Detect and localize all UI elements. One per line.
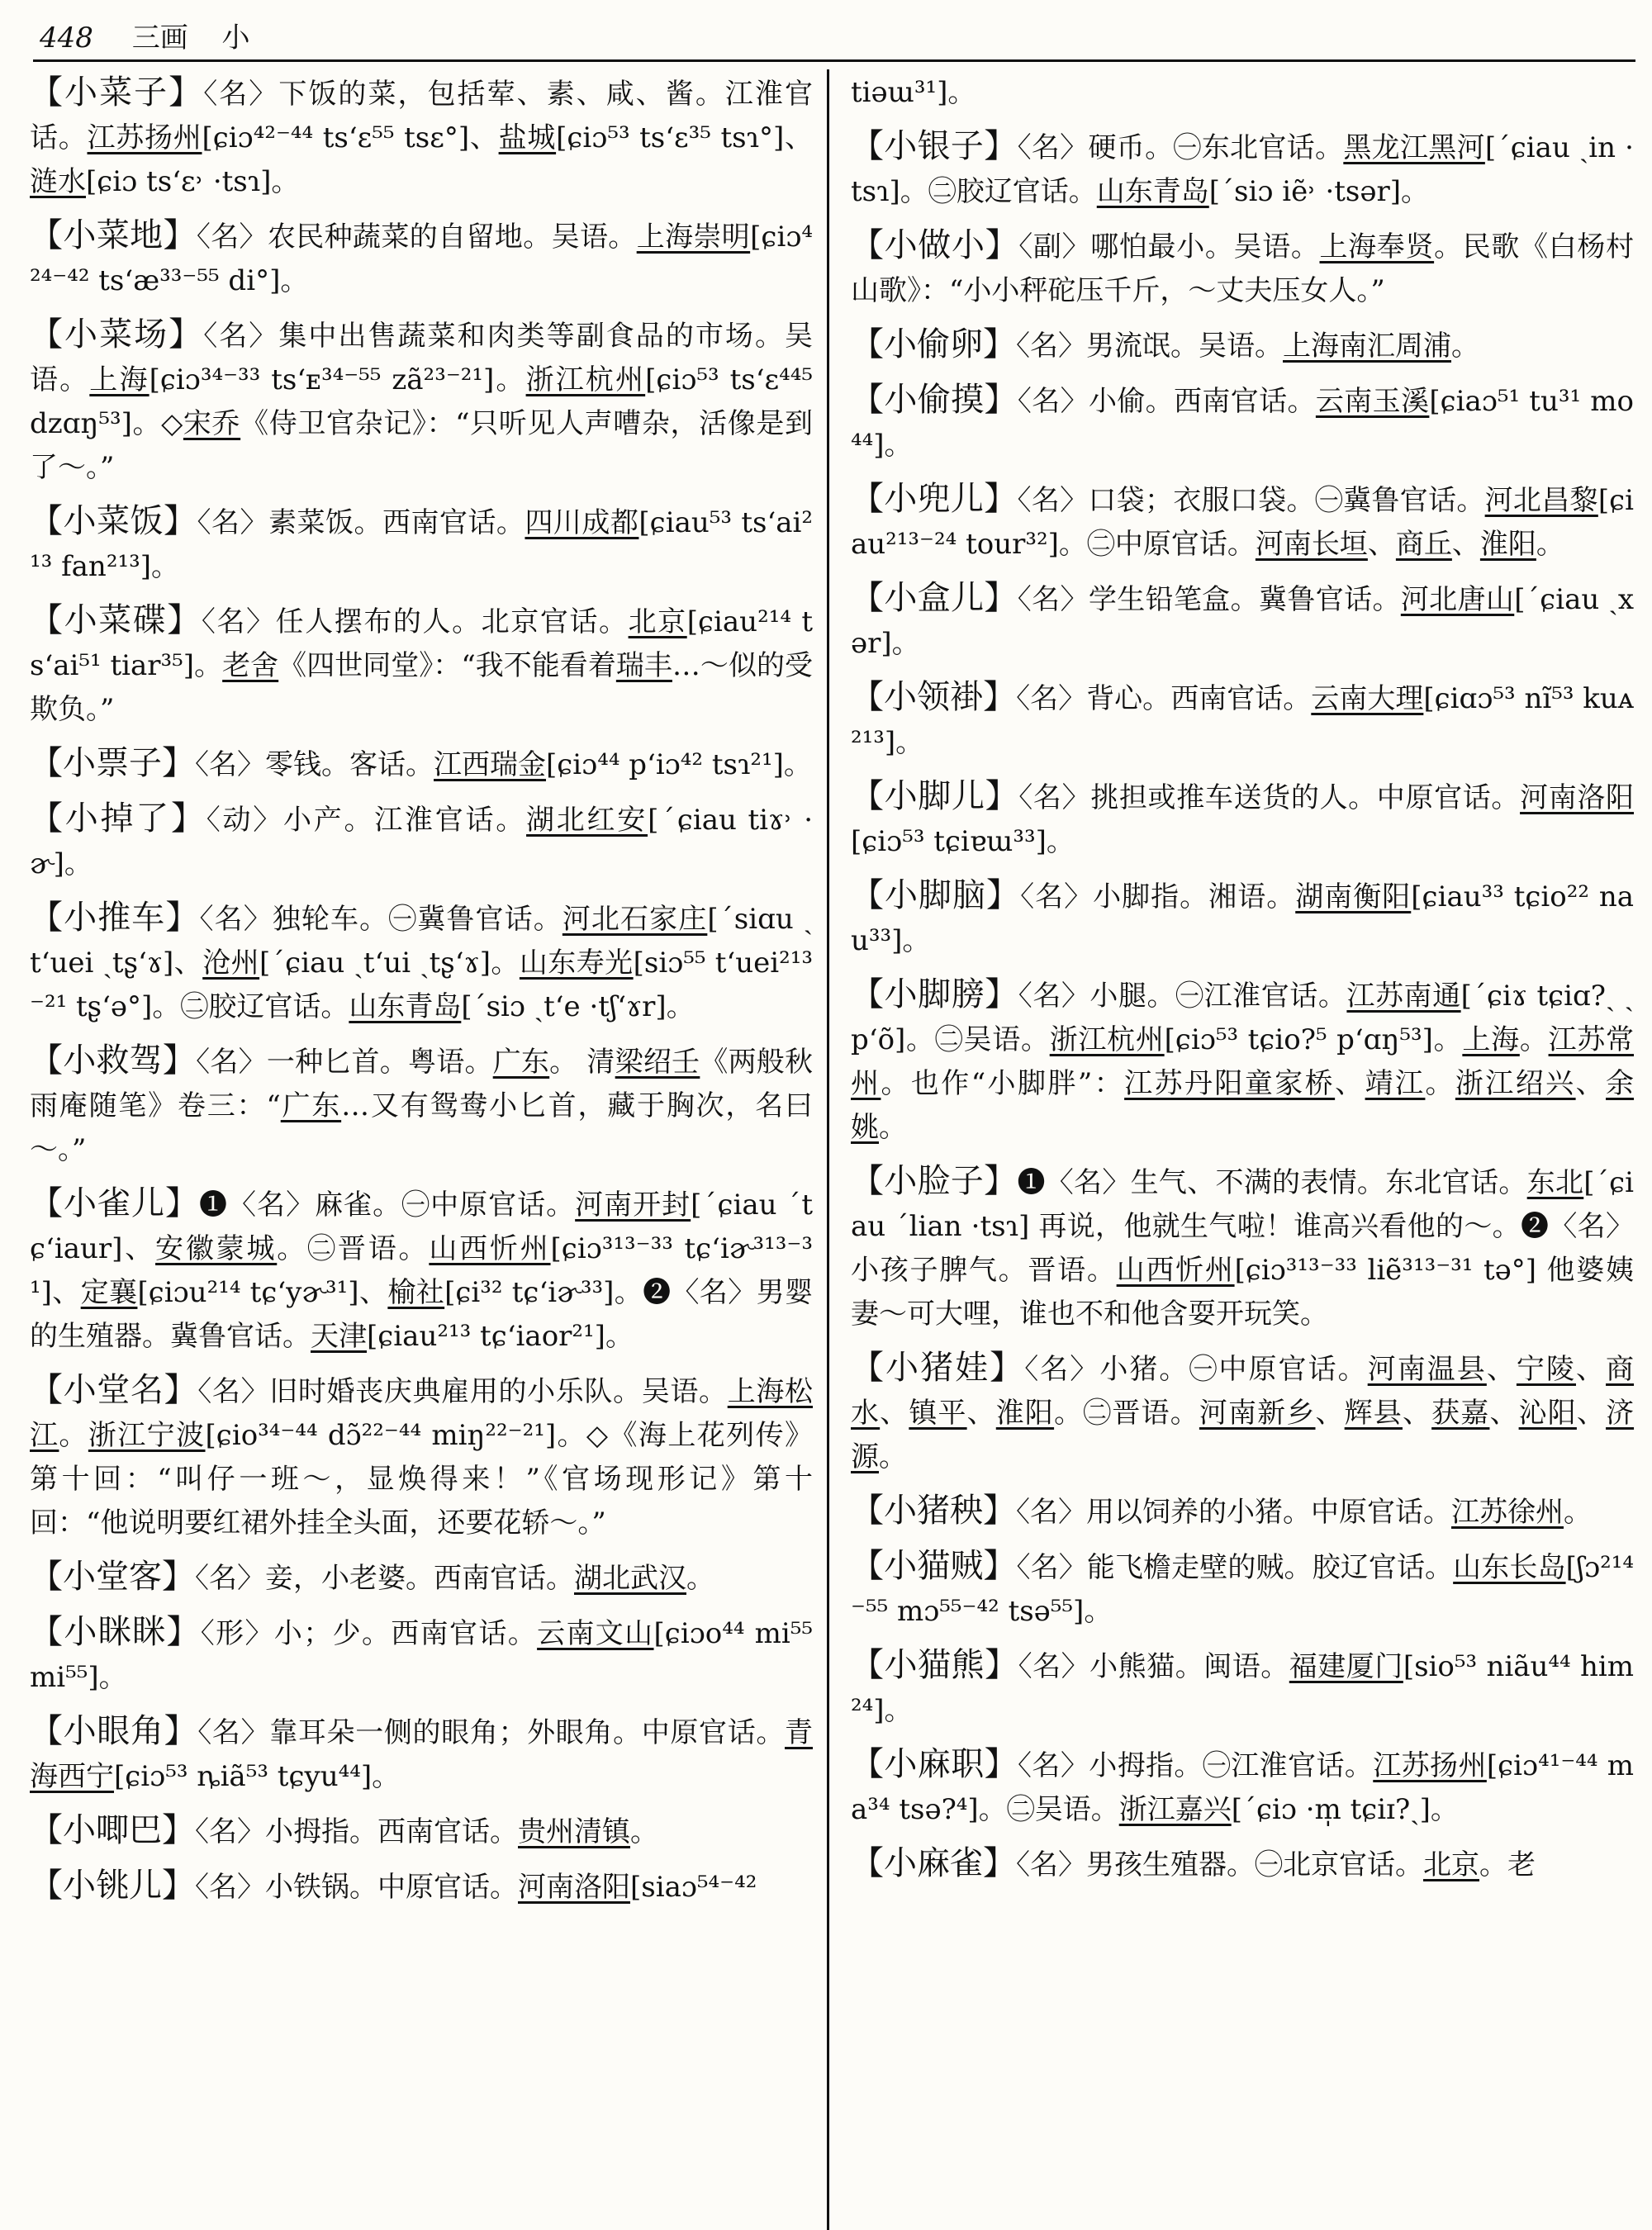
definition-text: 。老 (1479, 1848, 1536, 1881)
definition-text: tiəɯ³¹]。 (851, 76, 976, 109)
entry-headword: 【小领褂】 (851, 678, 1017, 716)
place-name: 沧州 (202, 947, 260, 980)
definition-text: [ɕiɔ⁵³ ts‘ɛ⁴⁴⁵ dzɑŋ⁵³]。◇ (30, 363, 814, 440)
definition-text: 〈动〉小产。江淮官话。 (206, 804, 527, 837)
place-name: 镇平 (909, 1397, 967, 1430)
definition-text: [siaɔ⁵⁴⁻⁴² (630, 1871, 757, 1904)
place-name: 江苏南通 (1346, 980, 1461, 1013)
entry-headword: 【小眼角】 (30, 1712, 198, 1750)
place-name: 上海奉贤 (1319, 230, 1435, 263)
place-name: 安徽蒙城 (155, 1232, 278, 1265)
definition-text: [ɕiau³³ tɕio²² nau³³]。 (851, 880, 1635, 957)
definition-text: 。民歌《白杨村山歌》：“小小秤砣压千斤，～丈夫压女人。” (851, 230, 1635, 307)
definition-text: 〈名〉学生铅笔盒。冀鲁官话。 (1017, 583, 1401, 616)
definition-text: [ɕiɔ⁴⁴ p‘iɔ⁴² tsɿ²¹]。 (546, 748, 812, 781)
entry-headword: 【小菜饭】 (30, 502, 197, 540)
place-name: 定襄 (80, 1276, 138, 1309)
place-name: 上海松江 (30, 1375, 814, 1452)
definition-text: [ɕiɔ⁴²⁴⁻⁴² ts‘æ³³⁻⁵⁵ di°]。 (30, 221, 814, 297)
definition-text: 〈名〉农民种蔬菜的自留地。吴语。 (196, 221, 637, 254)
definition-text: [sio⁵³ niãu⁴⁴ him²⁴]。 (851, 1650, 1635, 1727)
place-name: 云南文山 (537, 1617, 654, 1650)
place-name: 山东青岛 (1096, 175, 1209, 208)
place-name: 淮阳 (995, 1397, 1055, 1430)
place-name: 江苏扬州 (87, 121, 202, 154)
definition-text: 〈名〉用以饲养的小猪。中原官话。 (1016, 1496, 1451, 1529)
place-name: 梁绍壬 (615, 1046, 700, 1079)
dictionary-entry (30, 1809, 813, 1854)
place-name: 北京 (628, 605, 687, 638)
entry-headword: 【小菜地】 (30, 216, 197, 254)
place-name: 辉县 (1344, 1397, 1403, 1430)
entry-headword: 【小脚儿】 (851, 777, 1019, 815)
definition-text: 。 清 (549, 1046, 615, 1079)
dictionary-entry (30, 742, 813, 787)
definition-text: 。 (1536, 528, 1564, 561)
entry-headword: 【小脸子】 (851, 1162, 1018, 1200)
radical-label: 小 (221, 21, 250, 55)
place-name: 宁陵 (1516, 1353, 1576, 1386)
place-name: 淮阳 (1479, 528, 1536, 561)
place-name: 北京 (1423, 1848, 1479, 1881)
place-name: 河南开封 (575, 1189, 691, 1222)
place-name: 福建厦门 (1289, 1650, 1403, 1683)
entry-headword: 【小麻雀】 (851, 1844, 1016, 1882)
definition-text: 〈名〉小脚指。湘语。 (1020, 880, 1296, 913)
entry-headword: 【小做小】 (851, 226, 1019, 264)
place-name: 浙江绍兴 (1455, 1067, 1576, 1100)
place-name: 江苏常州 (851, 1023, 1635, 1100)
place-name: 河南长垣 (1255, 528, 1368, 561)
definition-text: [ɕiɔ³¹³⁻³³ tɕ‘iɚ³¹³⁻³¹]、 (30, 1232, 814, 1309)
place-name: 宋乔 (183, 407, 241, 440)
entry-headword: 【小堂名】 (30, 1371, 198, 1409)
entry-headword: 【小银子】 (851, 127, 1018, 165)
dictionary-entry (30, 1611, 813, 1700)
place-name: 湖北红安 (526, 804, 648, 837)
entry-headword: 【小菜碟】 (30, 601, 202, 639)
definition-text: [ˊɕiau ˊlian ·tsɿ] 再说，他就生气啦！谁高兴看他的～。❷〈名〉小孩子脾气。晋语。 (851, 1166, 1635, 1287)
place-name: 贵州清镇 (518, 1815, 630, 1848)
place-name: 济源 (851, 1397, 1635, 1473)
definition-text: [ˊɕiau tiɤ˒ ·ɚ]。 (30, 804, 813, 880)
dictionary-entry (851, 1544, 1634, 1634)
definition-text: 〈名〉能飞檐走壁的贼。胶辽官话。 (1016, 1551, 1454, 1584)
definition-text: 。 (1564, 1496, 1592, 1529)
place-name: 四川成都 (525, 506, 639, 539)
place-name: 商水 (851, 1353, 1635, 1430)
definition-text: 〈名〉小偷。西南官话。 (1017, 385, 1316, 418)
dictionary-entry (30, 1039, 813, 1172)
section-label: 三画 (131, 21, 188, 55)
definition-text: 。也作“小脚胖”： (881, 1067, 1125, 1100)
definition-text: 。 (1425, 1067, 1455, 1100)
definition-text: 。 (879, 1111, 907, 1144)
definition-text: 、 (1576, 1397, 1607, 1430)
dictionary-entry (851, 323, 1634, 368)
place-name: 浙江杭州 (1049, 1023, 1165, 1056)
entry-headword: 【小救驾】 (30, 1041, 197, 1079)
definition-text: [ɕiaɔ⁵¹ tu³¹ mo⁴⁴]。 (851, 385, 1635, 462)
definition-text: 、 (1575, 1067, 1607, 1100)
definition-text: [ɕiau⁵³ ts‘ai²¹³ fan²¹³]。 (30, 506, 814, 583)
definition-text: 〈名〉硬币。㊀东北官话。 (1017, 131, 1344, 164)
definition-text: 《两般秋雨庵随笔》卷三：“ (30, 1046, 814, 1122)
place-name: 浙江杭州 (525, 363, 646, 396)
definition-text: [ɕiɔ⁴¹⁻⁴⁴ ma³⁴ tsə?⁴]。㊁吴语。 (851, 1749, 1634, 1826)
definition-text: 〈名〉口袋；衣服口袋。㊀冀鲁官话。 (1017, 484, 1485, 517)
place-name: 老舍 (222, 649, 279, 682)
place-name: 山东长岛 (1453, 1551, 1566, 1584)
entry-headword: 【小眯眯】 (30, 1613, 201, 1651)
definition-text: 、 (880, 1397, 909, 1430)
definition-text: [ɕiɔ ts‘ɛ˒ ·tsɿ]。 (86, 165, 300, 198)
entry-headword: 【小猪娃】 (851, 1349, 1025, 1387)
definition-text: [ˊɕiɔ ·m̩ tɕiɪ?ˏ]。 (1231, 1793, 1459, 1826)
definition-text: 〈名〉素菜饭。西南官话。 (197, 506, 525, 539)
entry-headword: 【小盒儿】 (851, 579, 1018, 617)
definition-text: [ɕiɔ³⁴⁻³³ ts‘ᴇ³⁴⁻⁵⁵ zã²³⁻²¹]。 (149, 363, 526, 396)
definition-text: [ˊɕiau ˏxər]。 (851, 583, 1634, 660)
definition-text: [ɕi³² tɕ‘iɚ³³]。❷〈名〉男婴的生殖器。冀鲁官话。 (30, 1276, 814, 1353)
definition-text: [ɕiɔ⁵³ tɕio?⁵ p‘ɑŋ⁵³]。 (1164, 1023, 1463, 1056)
definition-text: 〈名〉一种匕首。粤语。 (196, 1046, 493, 1079)
definition-text: 、 (1402, 1397, 1432, 1430)
definition-text: 〈名〉小熊猫。闽语。 (1018, 1650, 1289, 1683)
definition-text: [ɕiɔ⁵³ ts‘ɛ³⁵ tsɿ°]、 (556, 121, 813, 154)
definition-text: 。 (630, 1815, 658, 1848)
dictionary-entry (851, 1644, 1634, 1733)
definition-text: 〈名〉任人摆布的人。北京官话。 (201, 605, 629, 638)
definition-text: 〈名〉背心。西南官话。 (1016, 682, 1312, 715)
dictionary-entry (30, 500, 813, 589)
entry-headword: 【小兜儿】 (851, 480, 1018, 518)
entry-headword: 【小菜子】 (30, 74, 204, 112)
place-name: 上海 (1462, 1023, 1520, 1056)
place-name: 河南新乡 (1199, 1397, 1316, 1430)
place-name: 获嘉 (1431, 1397, 1490, 1430)
dictionary-entry (851, 1842, 1634, 1887)
place-name: 云南玉溪 (1315, 385, 1430, 418)
dictionary-entry (30, 1710, 813, 1799)
entry-headword: 【小麻职】 (851, 1745, 1018, 1783)
definition-text: 〈名〉下饭的菜，包括荤、素、咸、酱。江淮官话。 (30, 78, 814, 154)
dictionary-entry (30, 1369, 813, 1545)
dictionary-entry (851, 1160, 1634, 1336)
definition-text: [ˊɕiau ˏt‘ui ˏtʂ‘ɤ]。 (259, 947, 520, 980)
definition-text: 。 (59, 1419, 88, 1452)
place-name: 榆社 (387, 1276, 445, 1309)
definition-text: 、 (966, 1397, 996, 1430)
definition-text: 〈名〉妾，小老婆。西南官话。 (195, 1562, 574, 1595)
page-number: 448 (40, 21, 93, 55)
entry-headword: 【小菜场】 (30, 316, 204, 353)
definition-text: 〈名〉旧时婚丧庆典雇用的小乐队。吴语。 (197, 1375, 728, 1408)
header-rule (33, 59, 1635, 62)
definition-text: [ɕiɔ⁵³ tɕiɐɯ³³]。 (851, 825, 1075, 858)
place-name: 河北石家庄 (562, 903, 708, 936)
definition-text: 〈名〉男流氓。吴语。 (1016, 330, 1283, 363)
place-name: 江苏扬州 (1373, 1749, 1487, 1782)
place-name: 河北昌黎 (1484, 484, 1598, 517)
definition-text: 《四世同堂》：“我不能看着 (278, 649, 616, 682)
definition-text: [ˊsiɔ iẽ˒ ·tsər]。 (1208, 175, 1430, 208)
entry-headword: 【小堂客】 (30, 1558, 195, 1596)
definition-text: 〈名〉小腿。㊀江淮官话。 (1018, 980, 1347, 1013)
definition-text: 〈形〉小；少。西南官话。 (200, 1617, 538, 1650)
definition-text: 《侍卫官杂记》：“只听见人声嘈杂，活像是到了～。” (30, 407, 813, 484)
definition-text: 、 (1335, 1067, 1365, 1100)
dictionary-entry (851, 973, 1634, 1150)
place-name: 江苏丹阳童家桥 (1124, 1067, 1336, 1100)
definition-text: [ɕiɔo⁴⁴ mi⁵⁵ mi⁵⁵]。 (30, 1617, 814, 1694)
dictionary-entry (851, 71, 1634, 115)
place-name: 河南洛阳 (518, 1871, 630, 1904)
entry-headword: 【小猪秧】 (851, 1492, 1016, 1530)
entry-headword: 【小唧巴】 (30, 1811, 195, 1849)
entry-headword: 【小票子】 (30, 744, 195, 782)
place-name: 山东寿光 (519, 947, 634, 980)
definition-text: [ˊsiɑu ˏt‘uei ˏtʂ‘ɤ]、 (30, 903, 814, 980)
definition-text: 。㊁晋语。 (1054, 1397, 1199, 1430)
definition-text: [ˊɕiɤ tɕiɑ?ˏ ˏp‘õ]。㊁吴语。 (851, 980, 1635, 1056)
dictionary-entry (851, 1743, 1634, 1832)
dictionary-entry (30, 896, 813, 1029)
definition-text: 〈名〉挑担或推车送货的人。中原官话。 (1018, 781, 1521, 814)
place-name: 青海西宁 (30, 1716, 814, 1793)
place-name: 沁阳 (1518, 1397, 1577, 1430)
definition-text: 。 (1451, 330, 1479, 363)
place-name: 上海南汇周浦 (1283, 330, 1451, 363)
definition-text: [ɕiɔ⁴²⁻⁴⁴ ts‘ɛ⁵⁵ tsɛ°]、 (202, 121, 499, 154)
place-name: 上海 (89, 363, 150, 396)
dictionary-entry (30, 1182, 813, 1359)
entry-headword: 【小脚脑】 (851, 876, 1021, 914)
definition-text: 〈名〉小猪。㊀中原官话。 (1024, 1353, 1368, 1386)
place-name: 靖江 (1365, 1067, 1426, 1100)
place-name: 山西忻州 (1116, 1254, 1235, 1287)
dictionary-entry (851, 1489, 1634, 1535)
dictionary-entry (851, 676, 1634, 765)
definition-text: [ɕio³⁴⁻⁴⁴ dɔ̃²²⁻⁴⁴ miŋ²²⁻²¹]。◇《海上花列传》第十回：“叫仔一班～，显焕得来！”《官场现形记》第十回：“他说明要红裙外挂全头面，还要花轿～。” (30, 1419, 813, 1540)
definition-text: 。 (686, 1562, 714, 1595)
definition-text: 。㊁晋语。 (277, 1232, 430, 1265)
place-name: 江西瑞金 (434, 748, 546, 781)
left-column (30, 71, 813, 1919)
dictionary-entry (30, 1555, 813, 1601)
place-name: 河南洛阳 (1520, 781, 1635, 814)
place-name: 河南温县 (1367, 1353, 1487, 1386)
definition-text: …又有鸳鸯小匕首，藏于胸次，名曰～。” (30, 1089, 814, 1166)
definition-text: [ɕiɔu²¹⁴ tɕ‘yɚ³¹]、 (137, 1276, 388, 1309)
page-header (40, 15, 250, 56)
place-name: 盐城 (498, 121, 557, 154)
dictionary-entry (851, 874, 1634, 963)
dictionary-entry (30, 313, 813, 490)
definition-text: 〈名〉靠耳朵一侧的眼角；外眼角。中原官话。 (197, 1716, 786, 1749)
place-name: 山东青岛 (349, 990, 462, 1023)
dictionary-entry (30, 599, 813, 732)
definition-text: 。 (879, 1440, 907, 1473)
definition-text: …～似的受欺负。” (30, 649, 813, 726)
place-name: 广东 (492, 1046, 550, 1079)
definition-text: 〈名〉独轮车。㊀冀鲁官话。 (199, 903, 563, 936)
place-name: 商丘 (1395, 528, 1452, 561)
column-divider (827, 69, 829, 2230)
place-name: 湖北武汉 (574, 1562, 686, 1595)
definition-text: 、 (1576, 1353, 1607, 1386)
place-name: 余姚 (851, 1067, 1635, 1144)
definition-text: [siɔ⁵⁵ t‘uei²¹³⁻²¹ tʂ‘ə°]。㊁胶辽官话。 (30, 947, 814, 1023)
definition-text: 〈名〉小铁锅。中原官话。 (195, 1871, 518, 1904)
place-name: 黑龙江黑河 (1343, 131, 1485, 164)
definition-text: 〈名〉男孩生殖器。㊀北京官话。 (1016, 1848, 1423, 1881)
definition-text: 〈名〉小拇指。㊀江淮官话。 (1018, 1749, 1374, 1782)
place-name: 上海崇明 (636, 221, 751, 254)
definition-text: 、 (1367, 528, 1396, 561)
entry-headword: 【小铫儿】 (30, 1867, 195, 1905)
definition-text: [ˊɕiau ˏin ·tsɿ]。㊁胶辽官话。 (851, 131, 1634, 208)
place-name: 浙江嘉兴 (1118, 1793, 1232, 1826)
dictionary-entry (851, 576, 1634, 666)
entry-headword: 【小脚膀】 (851, 975, 1018, 1013)
definition-text: [ɕiɔ⁵³ ȵiã⁵³ tɕyu⁴⁴]。 (114, 1760, 401, 1793)
place-name: 涟水 (30, 165, 86, 198)
dictionary-entry (851, 1346, 1634, 1479)
entry-headword: 【小猫贼】 (851, 1547, 1017, 1585)
dictionary-entry (30, 1864, 813, 1910)
definition-text: [ˊsiɔ ˏt‘e ·tʃ‘ɤr]。 (461, 990, 695, 1023)
place-name: 广东 (280, 1089, 342, 1122)
place-name: 湖南衡阳 (1295, 880, 1412, 913)
definition-text: ❶〈名〉麻雀。㊀中原官话。 (199, 1189, 576, 1222)
definition-text: [ɕiau²¹³ tɕ‘iaor²¹]。 (367, 1320, 634, 1353)
place-name: 天津 (311, 1320, 367, 1353)
entry-headword: 【小雀儿】 (30, 1184, 200, 1222)
definition-text: 、 (1489, 1397, 1519, 1430)
definition-text: 〈名〉集中出售蔬菜和肉类等副食品的市场。吴语。 (30, 320, 814, 396)
definition-text: [ɕiau²¹⁴ ts‘ai⁵¹ tiar³⁵]。 (30, 605, 814, 682)
definition-text: 〈名〉小拇指。西南官话。 (195, 1815, 518, 1848)
dictionary-entry (851, 125, 1634, 214)
definition-text: [ʃɔ²¹⁴⁻⁵⁵ mɔ⁵⁵⁻⁴² tsə⁵⁵]。 (851, 1551, 1635, 1628)
definition-text: [ɕiau²¹³⁻²⁴ tour³²]。㊁中原官话。 (851, 484, 1635, 561)
definition-text: [ɕiɑɔ⁵³ nĩ⁵³ kuᴀ²¹³]。 (851, 682, 1635, 759)
dictionary-entry (851, 477, 1634, 567)
definition-text: 、 (1451, 528, 1480, 561)
place-name: 云南大理 (1311, 682, 1424, 715)
place-name: 瑞丰 (615, 649, 672, 682)
definition-text: 。 (1519, 1023, 1549, 1056)
dictionary-entry (30, 214, 813, 303)
definition-text: 〈副〉哪怕最小。吴语。 (1018, 230, 1320, 263)
entry-headword: 【小猫熊】 (851, 1646, 1018, 1684)
dictionary-entry (851, 224, 1634, 313)
place-name: 山西忻州 (429, 1232, 551, 1265)
definition-text: 〈名〉零钱。客话。 (195, 748, 434, 781)
entry-headword: 【小推车】 (30, 899, 200, 937)
entry-headword: 【小掉了】 (30, 799, 206, 837)
place-name: 河北唐山 (1400, 583, 1515, 616)
right-column (851, 71, 1634, 1897)
definition-text: 、 (1315, 1397, 1345, 1430)
dictionary-entry (851, 775, 1634, 864)
dictionary-entry (851, 378, 1634, 467)
dictionary-entry (30, 797, 813, 886)
definition-text: ❶〈名〉生气、不满的表情。东北官话。 (1017, 1166, 1527, 1199)
definition-text: [ˊɕiau ˊtɕ‘iaur]、 (30, 1189, 814, 1265)
entry-headword: 【小偷卵】 (851, 325, 1016, 363)
place-name: 浙江宁波 (88, 1419, 206, 1452)
definition-text: [ɕiɔ³¹³⁻³³ liẽ³¹³⁻³¹ tə°] 他婆姨妻～可大哩，谁也不和他含耍开玩笑。 (851, 1254, 1635, 1331)
dictionary-entry (30, 71, 813, 204)
entry-headword: 【小偷摸】 (851, 381, 1018, 419)
place-name: 江苏徐州 (1451, 1496, 1564, 1529)
definition-text: 、 (1486, 1353, 1517, 1386)
place-name: 东北 (1526, 1166, 1584, 1199)
